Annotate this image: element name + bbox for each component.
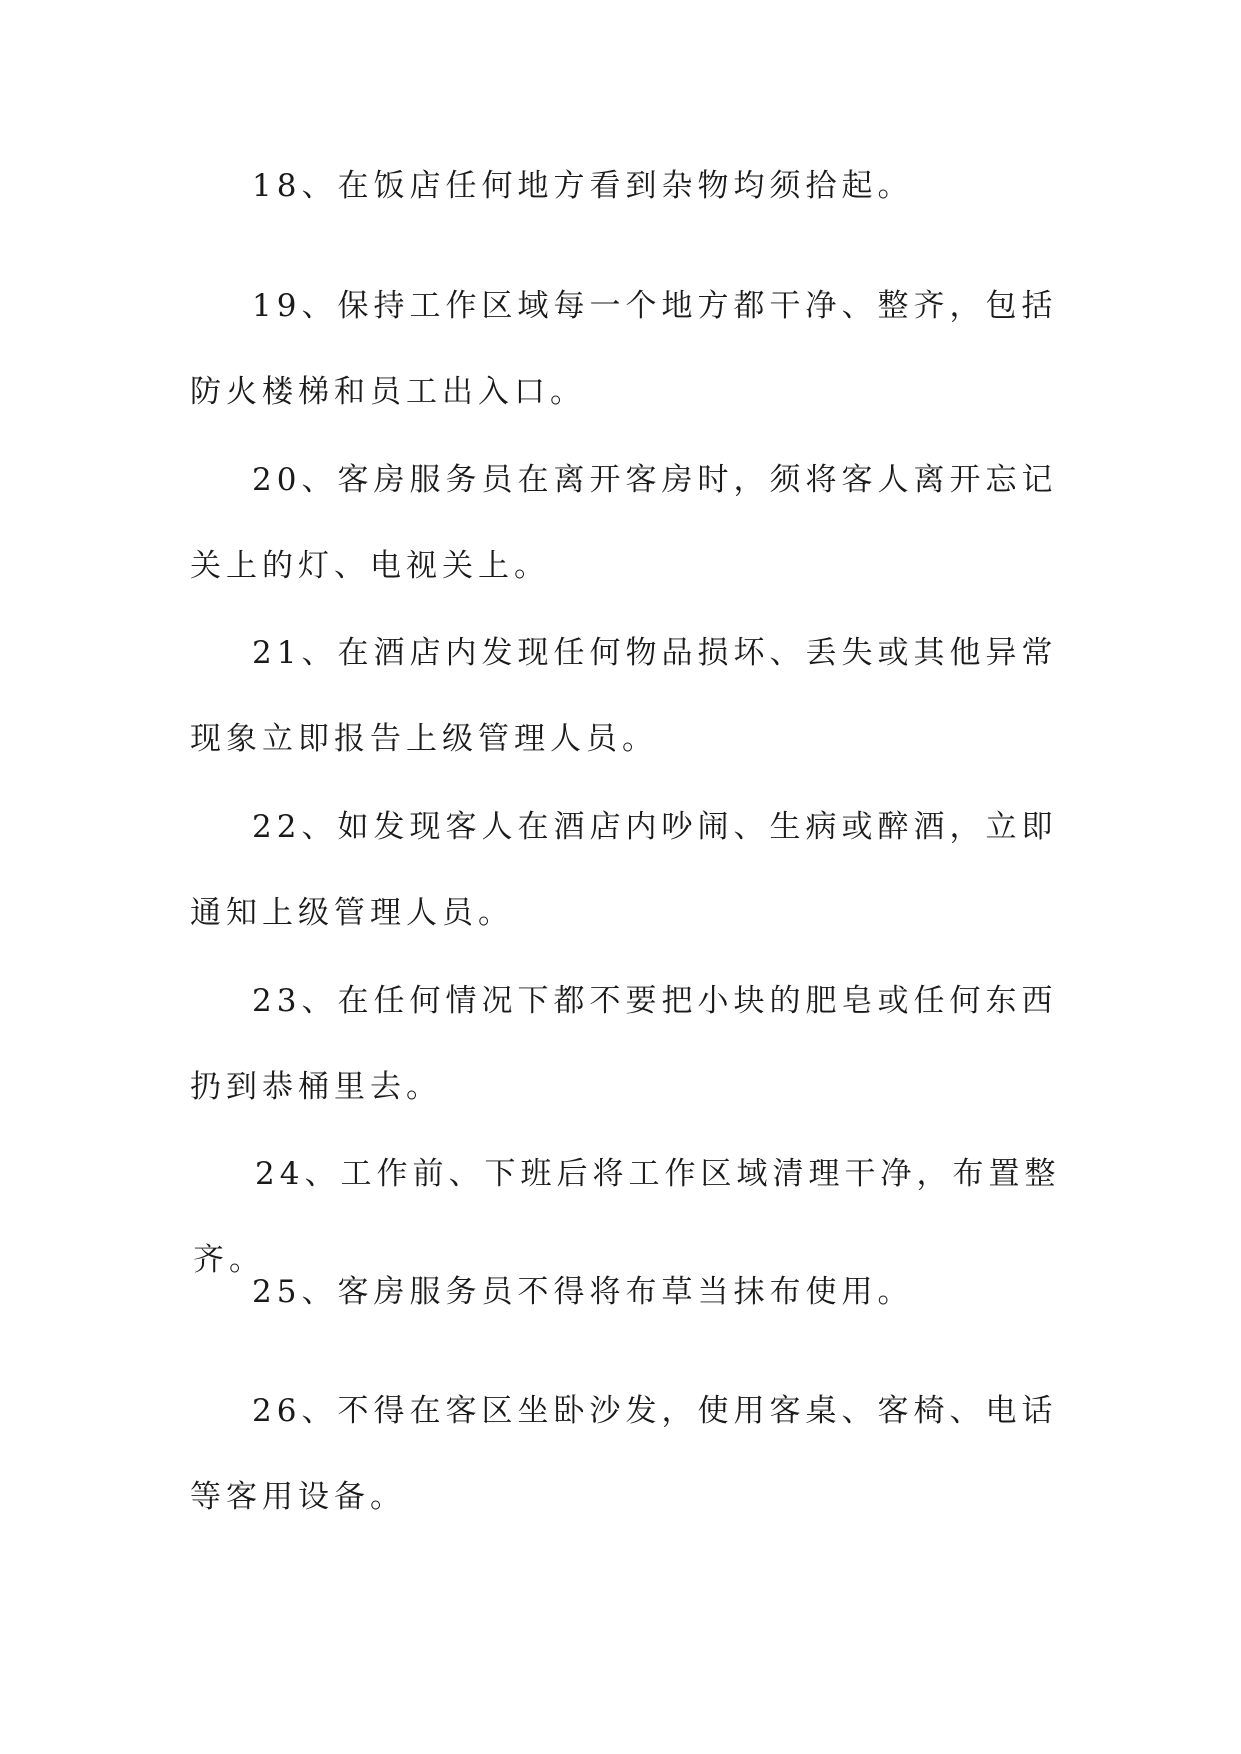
rule-paragraph-23: 23、在任何情况下都不要把小块的肥皂或任何东西扔到恭桶里去。 [190, 983, 1058, 1105]
rule-paragraph-26: 26、不得在客区坐卧沙发，使用客桌、客椅、电话等客用设备。 [190, 1393, 1058, 1515]
rule-paragraph-20: 20、客房服务员在离开客房时，须将客人离开忘记关上的灯、电视关上。 [190, 462, 1058, 584]
rule-paragraph-24: 24、工作前、下班后将工作区域清理干净，布置整齐。 [193, 1156, 1061, 1278]
rule-paragraph-25: 25、客房服务员不得将布草当抹布使用。 [252, 1274, 914, 1310]
rule-paragraph-18: 18、在饭店任何地方看到杂物均须拾起。 [252, 168, 914, 204]
rule-paragraph-19: 19、保持工作区域每一个地方都干净、整齐，包括防火楼梯和员工出入口。 [190, 288, 1058, 410]
rule-paragraph-21: 21、在酒店内发现任何物品损坏、丢失或其他异常现象立即报告上级管理人员。 [190, 635, 1058, 757]
rule-paragraph-22: 22、如发现客人在酒店内吵闹、生病或醉酒，立即通知上级管理人员。 [190, 809, 1058, 931]
